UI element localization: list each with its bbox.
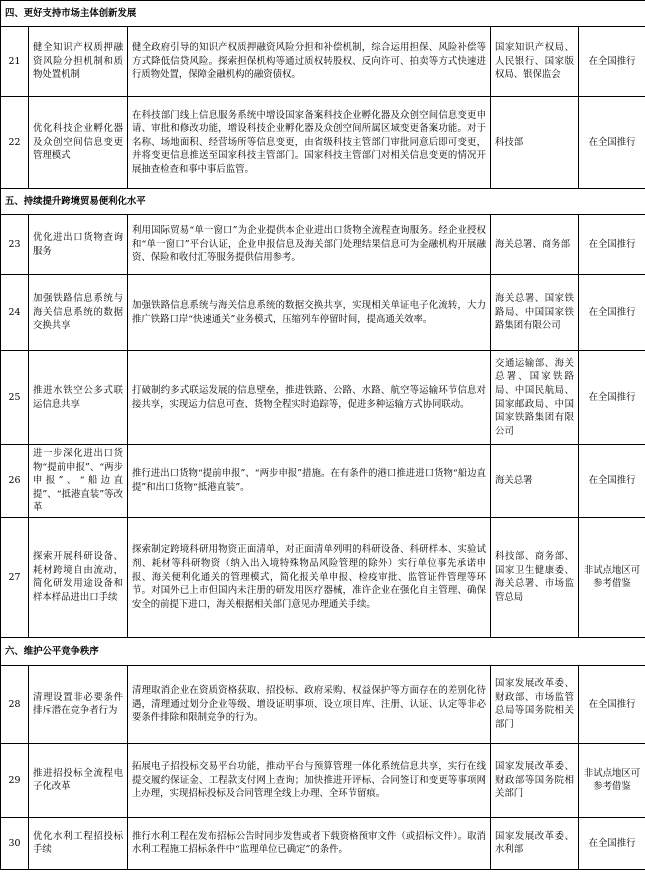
row-number: 27	[1, 517, 29, 637]
promotion-scope: 在全国推行	[579, 275, 645, 351]
measure-content: 在科技部门线上信息服务系统中增设国家备案科技企业孵化器及众创空间信息变更申请、审批和修改功能，增设科技企业孵化器及众创空间所属区域变更备案功能。对于名称、场地面积、经营场所等信息变更，由省级科技主管部门审批同意后即可变更，并将变更信息推送至国家科技主管部门。国家科技主管部门对相关信息变更的情况开展抽查检查和事中事后监管。	[128, 97, 491, 189]
responsible-department: 海关总署	[491, 445, 579, 518]
row-number: 28	[1, 665, 29, 743]
row-number: 25	[1, 351, 29, 445]
table-row	[1, 351, 645, 445]
responsible-department: 国家发展改革委、财政部、市场监管总局等国务院相关部门	[491, 665, 579, 743]
measure-content: 加强铁路信息系统与海关信息系统的数据交换共享，实现相关单证电子化流转，大力推广铁路口岸“快速通关”业务模式，压缩列车停留时间，提高通关效率。	[128, 275, 491, 351]
measure-name: 优化进出口货物查询服务	[29, 215, 128, 275]
promotion-scope: 在全国推行	[579, 445, 645, 518]
table-row	[1, 97, 645, 189]
measure-name: 推进招投标全流程电子化改革	[29, 743, 128, 817]
measure-name: 健全知识产权质押融资风险分担机制和质物处置机制	[29, 27, 128, 97]
measure-name: 探索开展科研设备、耗材跨境自由流动，简化研发用途设备和样本样品进出口手续	[29, 517, 128, 637]
responsible-department: 国家知识产权局、人民银行、国家版权局、银保监会	[491, 27, 579, 97]
section-title: 五、持续提升跨境贸易便利化水平	[1, 189, 645, 215]
measure-content: 拓展电子招投标交易平台功能，推动平台与预算管理一体化系统信息共享，实行在线提交履约保证金、工程款支付网上查询；加快推进开评标、合同签订和变更等事项网上办理，实现招标投标及合同管理全线上办理、全环节留痕。	[128, 743, 491, 817]
responsible-department: 国家发展改革委、水利部	[491, 817, 579, 869]
measure-content: 清理取消企业在资质资格获取、招投标、政府采购、权益保护等方面存在的差别化待遇，清理通过划分企业等级、增设证明事项、设立项目库、注册、认证、认定等非必要条件排除和限制竞争的行为。	[128, 665, 491, 743]
measure-name: 清理设置非必要条件排斥潜在竞争者行为	[29, 665, 128, 743]
promotion-scope: 在全国推行	[579, 351, 645, 445]
measure-name: 优化科技企业孵化器及众创空间信息变更管理模式	[29, 97, 128, 189]
responsible-department: 科技部	[491, 97, 579, 189]
responsible-department: 海关总署、国家铁路局、中国国家铁路集团有限公司	[491, 275, 579, 351]
table-row	[1, 517, 645, 637]
promotion-scope: 在全国推行	[579, 665, 645, 743]
section-title: 六、维护公平竞争秩序	[1, 637, 645, 665]
row-number: 26	[1, 445, 29, 518]
promotion-scope: 在全国推行	[579, 97, 645, 189]
measure-name: 加强铁路信息系统与海关信息系统的数据交换共享	[29, 275, 128, 351]
measure-content: 推行进出口货物“提前申报”、“两步申报”措施。在有条件的港口推进进口货物“船边直提”和出口货物“抵港直装”。	[128, 445, 491, 518]
measure-name: 优化水利工程招投标手续	[29, 817, 128, 869]
responsible-department: 国家发展改革委、财政部等国务院相关部门	[491, 743, 579, 817]
row-number: 21	[1, 27, 29, 97]
section-header-row	[1, 189, 645, 215]
promotion-scope: 非试点地区可参考借鉴	[579, 517, 645, 637]
responsible-department: 海关总署、商务部	[491, 215, 579, 275]
responsible-department: 科技部、商务部、国家卫生健康委、海关总署、市场监管总局	[491, 517, 579, 637]
responsible-department: 交通运输部、海关总署、国家铁路局、中国民航局、国家邮政局、中国国家铁路集团有限公司	[491, 351, 579, 445]
measure-content: 打破制约多式联运发展的信息壁垒，推进铁路、公路、水路、航空等运输环节信息对接共享，实现运力信息可查、货物全程实时追踪等，促进多种运输方式协同联动。	[128, 351, 491, 445]
promotion-scope: 在全国推行	[579, 817, 645, 869]
measure-content: 推行水利工程在发布招标公告时同步发售或者下载资格预审文件（或招标文件）。取消水利工程施工招标条件中“监理单位已确定”的条件。	[128, 817, 491, 869]
table-row	[1, 817, 645, 869]
row-number: 23	[1, 215, 29, 275]
measure-content: 健全政府引导的知识产权质押融资风险分担和补偿机制，综合运用担保、风险补偿等方式降低信贷风险。探索担保机构等通过质权转股权、反向许可、拍卖等方式快速进行质物处置，保障金融机构的融资债权。	[128, 27, 491, 97]
row-number: 30	[1, 817, 29, 869]
measure-content: 利用国际贸易“单一窗口”为企业提供本企业进出口货物全流程查询服务。经企业授权和“单一窗口”平台认证，企业申报信息及海关部门处理结果信息可为金融机构开展融资、保险和收付汇等服务提供信用参考。	[128, 215, 491, 275]
row-number: 22	[1, 97, 29, 189]
row-number: 29	[1, 743, 29, 817]
row-number: 24	[1, 275, 29, 351]
table-row	[1, 275, 645, 351]
measure-content: 探索制定跨境科研用物资正面清单，对正面清单列明的科研设备、科研样本、实验试剂、耗材等科研物资（纳入出入境特殊物品风险管理的除外）实行单位事先承诺申报、海关便利化通关的管理模式，简化报关单申报、检疫审批、监管证件管理等环节。对国外已上市但国内未注册的研发用医疗器械，准许企业在强化自主管理、确保安全的前提下进口，海关根据相关部门意见办理通关手续。	[128, 517, 491, 637]
section-header-row	[1, 1, 645, 27]
table-row	[1, 27, 645, 97]
table-row	[1, 215, 645, 275]
section-title: 四、更好支持市场主体创新发展	[1, 1, 645, 27]
section-header-row	[1, 637, 645, 665]
promotion-scope: 非试点地区可参考借鉴	[579, 743, 645, 817]
table-row	[1, 743, 645, 817]
promotion-scope: 在全国推行	[579, 27, 645, 97]
promotion-scope: 在全国推行	[579, 215, 645, 275]
table-row	[1, 445, 645, 518]
measure-name: 推进水铁空公多式联运信息共享	[29, 351, 128, 445]
measure-name: 进一步深化进出口货物“提前申报”、“两步申报”、“船边直提”、“抵港直装”等改革	[29, 445, 128, 518]
table-row	[1, 665, 645, 743]
